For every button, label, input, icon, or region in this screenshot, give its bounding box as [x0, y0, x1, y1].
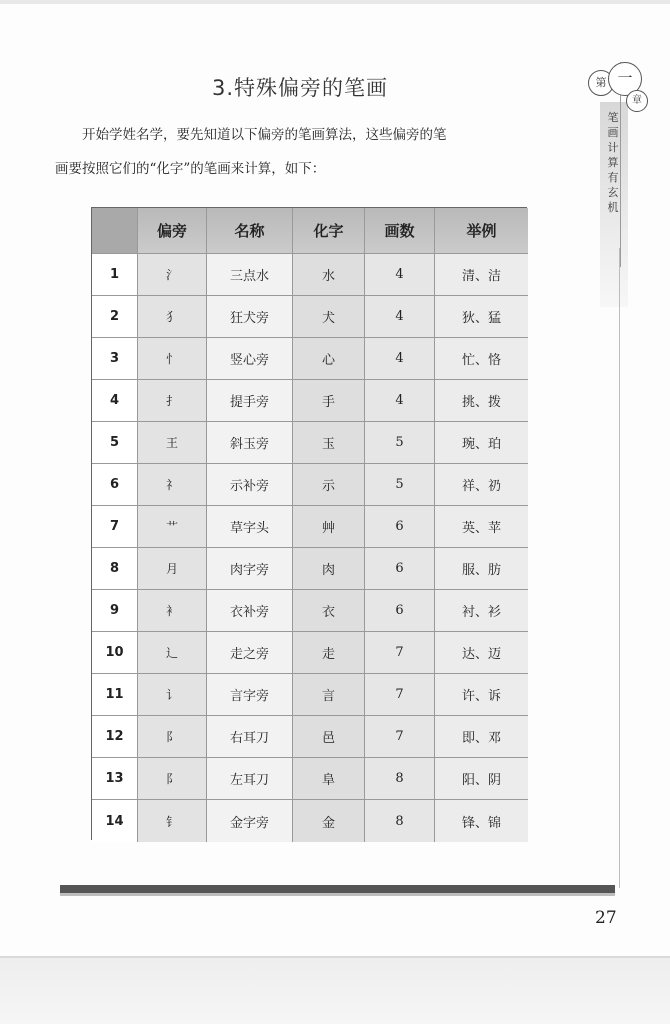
row-index: 4 — [92, 380, 138, 422]
chapter-title-char: 有 — [607, 171, 619, 184]
radical-stroke-table — [91, 207, 527, 840]
examples-cell: 许、诉 — [435, 674, 528, 716]
table-row — [92, 338, 528, 380]
row-index: 13 — [92, 758, 138, 800]
radical-cell: 礻 — [138, 464, 207, 506]
stroke-count-cell: 6 — [365, 548, 435, 590]
examples-cell: 琬、珀 — [435, 422, 528, 464]
table-row — [92, 380, 528, 422]
stroke-count-cell: 7 — [365, 716, 435, 758]
radical-name-cell: 竖心旁 — [207, 338, 293, 380]
source-char-cell: 衣 — [293, 590, 365, 632]
examples-cell: 即、邓 — [435, 716, 528, 758]
stroke-count-cell: 6 — [365, 506, 435, 548]
radical-name-cell: 走之旁 — [207, 632, 293, 674]
examples-cell: 清、洁 — [435, 254, 528, 296]
intro-line-2: 画要按照它们的“化字”的笔画来计算，如下： — [55, 161, 326, 177]
header-name: 名称 — [207, 208, 293, 254]
source-char-cell: 言 — [293, 674, 365, 716]
chapter-title-char: 计 — [607, 141, 619, 154]
source-char-cell: 示 — [293, 464, 365, 506]
row-index: 10 — [92, 632, 138, 674]
radical-cell: 扌 — [138, 380, 207, 422]
radical-name-cell: 草字头 — [207, 506, 293, 548]
radical-cell: 衤 — [138, 590, 207, 632]
chapter-circle-di: 第 — [588, 70, 614, 96]
chapter-circle-zhang: 章 — [626, 90, 648, 112]
chapter-title-char: 玄 — [607, 186, 619, 199]
radical-name-cell: 右耳刀 — [207, 716, 293, 758]
intro-line-1: 开始学姓名学，要先知道以下偏旁的笔画算法，这些偏旁的笔 — [82, 127, 447, 143]
radical-cell: 阝 — [138, 758, 207, 800]
examples-cell: 狄、猛 — [435, 296, 528, 338]
radical-name-cell: 三点水 — [207, 254, 293, 296]
radical-name-cell: 左耳刀 — [207, 758, 293, 800]
radical-name-cell: 狂犬旁 — [207, 296, 293, 338]
header-stroke-count: 画数 — [365, 208, 435, 254]
radical-cell: 钅 — [138, 800, 207, 842]
stroke-count-cell: 4 — [365, 380, 435, 422]
radical-name-cell: 金字旁 — [207, 800, 293, 842]
source-char-cell: 水 — [293, 254, 365, 296]
stroke-count-cell: 7 — [365, 674, 435, 716]
chapter-title-vertical — [604, 110, 622, 215]
table-row — [92, 800, 528, 842]
table-row — [92, 674, 528, 716]
row-index: 7 — [92, 506, 138, 548]
row-index: 1 — [92, 254, 138, 296]
radical-cell: 氵 — [138, 254, 207, 296]
source-char-cell: 心 — [293, 338, 365, 380]
radical-name-cell: 斜玉旁 — [207, 422, 293, 464]
margin-rule — [619, 248, 620, 888]
examples-cell: 锋、锦 — [435, 800, 528, 842]
radical-cell: 阝 — [138, 716, 207, 758]
examples-cell: 衬、衫 — [435, 590, 528, 632]
source-char-cell: 手 — [293, 380, 365, 422]
page-title: 3.特殊偏旁的笔画 — [211, 76, 389, 100]
intro-paragraph — [55, 118, 565, 186]
radical-cell: 讠 — [138, 674, 207, 716]
row-index: 12 — [92, 716, 138, 758]
row-index: 9 — [92, 590, 138, 632]
table-row — [92, 254, 528, 296]
header-radical: 偏旁 — [138, 208, 207, 254]
row-index: 2 — [92, 296, 138, 338]
examples-cell: 忙、恪 — [435, 338, 528, 380]
radical-name-cell: 示补旁 — [207, 464, 293, 506]
examples-cell: 英、苹 — [435, 506, 528, 548]
table-row — [92, 296, 528, 338]
source-char-cell: 犬 — [293, 296, 365, 338]
stroke-count-cell: 5 — [365, 464, 435, 506]
radical-name-cell: 言字旁 — [207, 674, 293, 716]
source-char-cell: 金 — [293, 800, 365, 842]
page-number: 27 — [595, 908, 617, 928]
table-row — [92, 422, 528, 464]
stroke-count-cell: 7 — [365, 632, 435, 674]
table-row — [92, 464, 528, 506]
source-char-cell: 邑 — [293, 716, 365, 758]
table-row — [92, 758, 528, 800]
examples-cell: 祥、礽 — [435, 464, 528, 506]
header-index — [92, 208, 138, 254]
row-index: 8 — [92, 548, 138, 590]
stroke-count-cell: 8 — [365, 758, 435, 800]
chapter-title-char: 画 — [607, 126, 619, 139]
table-row — [92, 632, 528, 674]
chapter-title-char: 机 — [607, 201, 619, 214]
table-row — [92, 590, 528, 632]
source-char-cell: 艸 — [293, 506, 365, 548]
radical-cell: 月 — [138, 548, 207, 590]
examples-cell: 服、肪 — [435, 548, 528, 590]
chapter-circle-number: 一 — [608, 62, 642, 96]
top-rule — [0, 0, 670, 4]
row-index: 6 — [92, 464, 138, 506]
stroke-count-cell: 5 — [365, 422, 435, 464]
source-char-cell: 阜 — [293, 758, 365, 800]
stroke-count-cell: 6 — [365, 590, 435, 632]
chapter-title-char: 算 — [607, 156, 619, 169]
examples-cell: 挑、拨 — [435, 380, 528, 422]
footer-bar-shadow — [60, 893, 615, 896]
table-row — [92, 548, 528, 590]
row-index: 3 — [92, 338, 138, 380]
stroke-count-cell: 8 — [365, 800, 435, 842]
table-row — [92, 716, 528, 758]
radical-name-cell: 衣补旁 — [207, 590, 293, 632]
radical-name-cell: 肉字旁 — [207, 548, 293, 590]
radical-cell: 忄 — [138, 338, 207, 380]
source-char-cell: 玉 — [293, 422, 365, 464]
header-source-char: 化字 — [293, 208, 365, 254]
row-index: 5 — [92, 422, 138, 464]
radical-cell: 艹 — [138, 506, 207, 548]
table-header-row — [92, 208, 528, 254]
examples-cell: 阳、阴 — [435, 758, 528, 800]
radical-name-cell: 提手旁 — [207, 380, 293, 422]
chapter-tab — [586, 62, 652, 252]
radical-cell: 犭 — [138, 296, 207, 338]
radical-cell: 王 — [138, 422, 207, 464]
footer-bar — [60, 885, 615, 893]
source-char-cell: 走 — [293, 632, 365, 674]
stroke-count-cell: 4 — [365, 338, 435, 380]
header-examples: 举例 — [435, 208, 528, 254]
source-char-cell: 肉 — [293, 548, 365, 590]
examples-cell: 达、迈 — [435, 632, 528, 674]
row-index: 11 — [92, 674, 138, 716]
row-index: 14 — [92, 800, 138, 842]
stroke-count-cell: 4 — [365, 296, 435, 338]
table-row — [92, 506, 528, 548]
stroke-count-cell: 4 — [365, 254, 435, 296]
radical-cell: 辶 — [138, 632, 207, 674]
chapter-title-char: 笔 — [607, 111, 619, 124]
scan-edge — [0, 958, 670, 1024]
